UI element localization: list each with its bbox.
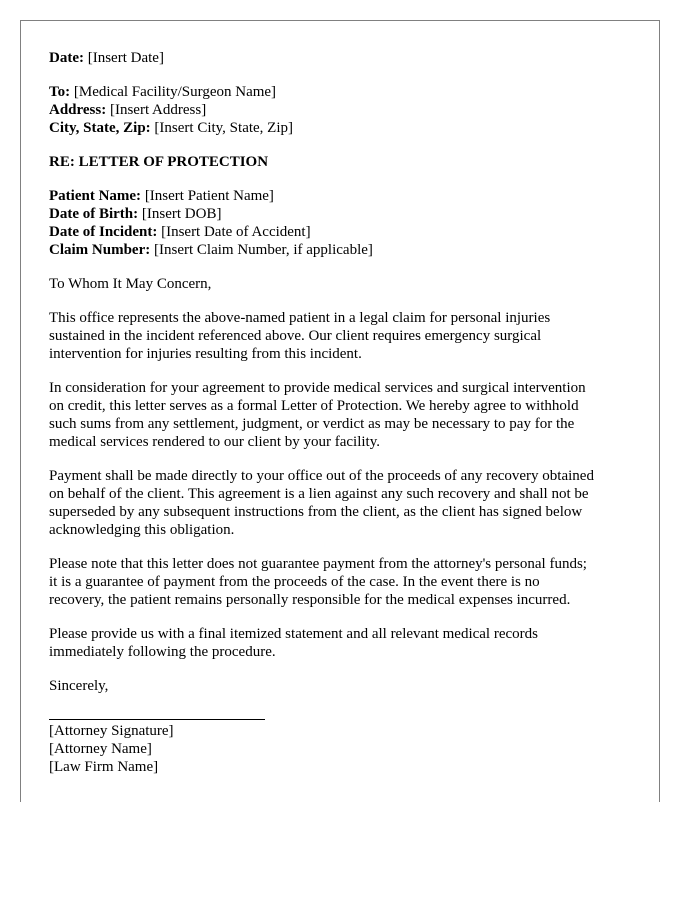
paragraph-line: sustained in the incident referenced above. Our client requires emergency surgical bbox=[49, 328, 542, 344]
recipient-block bbox=[49, 83, 639, 137]
law-firm-name: [Law Firm Name] bbox=[49, 759, 159, 775]
incident-line bbox=[49, 223, 639, 241]
date-label: Date: bbox=[49, 50, 84, 66]
paragraph-line: acknowledging this obligation. bbox=[49, 522, 235, 538]
paragraph-line: on behalf of the client. This agreement is a lien against any such recovery and shall not be bbox=[49, 486, 589, 502]
paragraph-consideration bbox=[49, 379, 639, 451]
patient-block bbox=[49, 187, 639, 259]
attorney-signature: [Attorney Signature] bbox=[49, 723, 174, 739]
to-line bbox=[49, 83, 639, 101]
subject-block bbox=[49, 153, 639, 171]
dob-value: [Insert DOB] bbox=[141, 206, 222, 222]
to-label: To: bbox=[49, 84, 71, 100]
paragraph-representation bbox=[49, 309, 639, 363]
incident-value: [Insert Date of Accident] bbox=[161, 224, 311, 240]
date-line bbox=[49, 49, 639, 67]
paragraph-guarantee bbox=[49, 555, 639, 609]
paragraph-line: This office represents the above-named patient in a legal claim for personal injuries bbox=[49, 310, 551, 326]
claim-line bbox=[49, 241, 639, 259]
paragraph-records bbox=[49, 625, 639, 661]
closing: Sincerely, bbox=[49, 678, 109, 694]
date-block bbox=[49, 49, 639, 67]
city-label: City, State, Zip: bbox=[49, 120, 151, 136]
claim-value: [Insert Claim Number, if applicable] bbox=[154, 242, 373, 258]
paragraph-line: on credit, this letter serves as a formal Letter of Protection. We hereby agree to withhold bbox=[49, 398, 579, 414]
address-line bbox=[49, 101, 639, 119]
city-line bbox=[49, 119, 639, 137]
paragraph-line: In consideration for your agreement to provide medical services and surgical intervention bbox=[49, 380, 586, 396]
patient-name-line bbox=[49, 187, 639, 205]
letter-content bbox=[49, 49, 639, 776]
paragraph-line: medical services rendered to our client by your facility. bbox=[49, 434, 380, 450]
patient-name-label: Patient Name: bbox=[49, 188, 142, 204]
attorney-name: [Attorney Name] bbox=[49, 741, 152, 757]
paragraph-line: intervention for injuries resulting from this incident. bbox=[49, 346, 362, 362]
letter-page bbox=[20, 20, 660, 802]
paragraph-payment bbox=[49, 467, 639, 539]
subject-heading: RE: LETTER OF PROTECTION bbox=[49, 154, 269, 170]
signature-line bbox=[49, 695, 265, 720]
patient-name-value: [Insert Patient Name] bbox=[144, 188, 274, 204]
claim-label: Claim Number: bbox=[49, 242, 151, 258]
paragraph-line: such sums from any settlement, judgment, or verdict as may be necessary to pay for the bbox=[49, 416, 575, 432]
paragraph-line: it is a guarantee of payment from the proceeds of the case. In the event there is no bbox=[49, 574, 540, 590]
paragraph-line: Payment shall be made directly to your office out of the proceeds of any recovery obtained bbox=[49, 468, 594, 484]
paragraph-line: recovery, the patient remains personally responsible for the medical expenses incurred. bbox=[49, 592, 571, 608]
paragraph-line: immediately following the procedure. bbox=[49, 644, 276, 660]
city-value: [Insert City, State, Zip] bbox=[154, 120, 294, 136]
salutation: To Whom It May Concern, bbox=[49, 276, 212, 292]
address-label: Address: bbox=[49, 102, 107, 118]
address-value: [Insert Address] bbox=[109, 102, 207, 118]
closing-block bbox=[49, 677, 639, 695]
incident-label: Date of Incident: bbox=[49, 224, 158, 240]
signature-block bbox=[49, 695, 639, 776]
paragraph-line: superseded by any subsequent instructions from the client, as the client has signed below bbox=[49, 504, 583, 520]
date-value: [Insert Date] bbox=[87, 50, 164, 66]
paragraph-line: Please note that this letter does not guarantee payment from the attorney's personal funds; bbox=[49, 556, 587, 572]
dob-label: Date of Birth: bbox=[49, 206, 139, 222]
salutation-block bbox=[49, 275, 639, 293]
to-value: [Medical Facility/Surgeon Name] bbox=[73, 84, 277, 100]
dob-line bbox=[49, 205, 639, 223]
paragraph-line: Please provide us with a final itemized statement and all relevant medical records bbox=[49, 626, 538, 642]
